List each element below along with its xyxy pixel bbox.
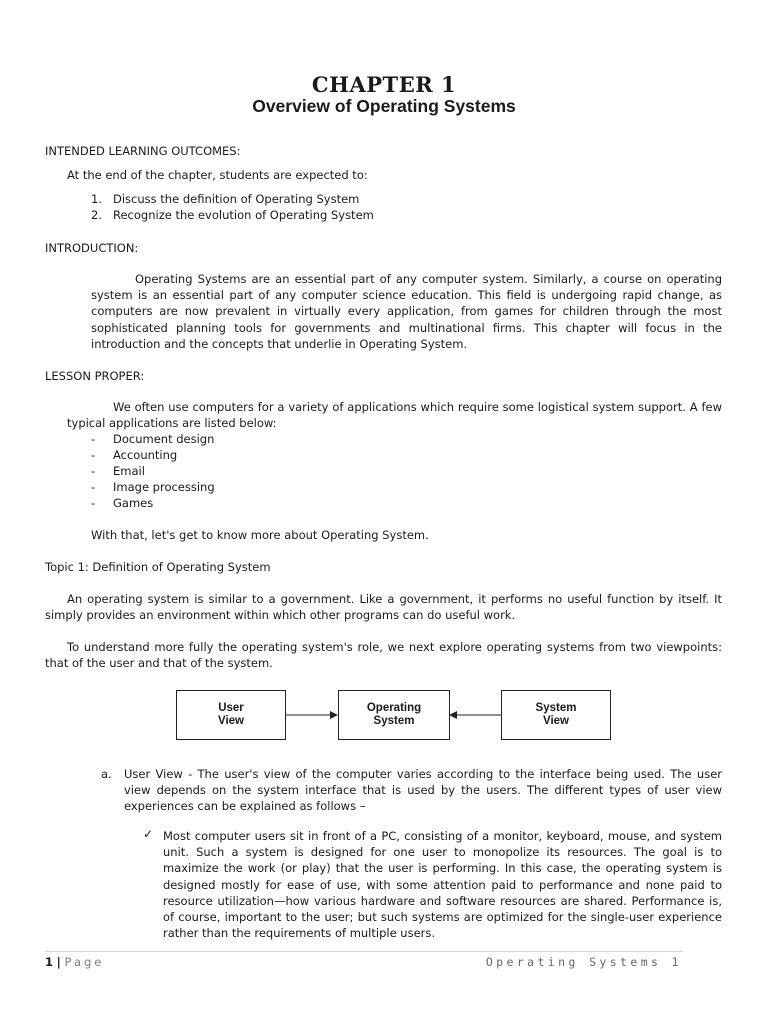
user-view-paragraph: User View - The user's view of the computer varies according to the interface being used. The user view depends on the system interface that is used by the users. The different types of user view experiences can be explained as follows – [124, 767, 722, 814]
ilo-item-2-number: 2. [91, 208, 102, 222]
topic1-heading: Topic 1: Definition of Operating System [45, 560, 271, 574]
system-view-label-line1: System [535, 702, 577, 714]
user-view-label-line2: View [218, 715, 244, 727]
arrow-left-icon [449, 708, 501, 722]
system-view-box [501, 690, 611, 740]
app-item-dash: - [91, 448, 96, 462]
page-number: 1 [45, 955, 54, 969]
operating-system-label-line2: System [373, 715, 415, 727]
app-item: Games [113, 496, 154, 510]
app-item-dash: - [91, 496, 96, 510]
ilo-item-1-number: 1. [91, 192, 102, 206]
user-view-label-line1: User [218, 702, 244, 714]
lesson-heading: LESSON PROPER: [45, 369, 145, 383]
page-separator: | [56, 955, 61, 969]
app-item: Accounting [113, 448, 178, 462]
lesson-closing: With that, let's get to know more about Operating System. [91, 528, 429, 542]
user-view-marker: a. [101, 767, 112, 781]
operating-system-label-line1: Operating [366, 702, 422, 714]
app-item: Email [113, 464, 145, 478]
topic1-paragraph-1: An operating system is similar to a government. Like a government, it performs no useful function by itself. It simply provides an environment within which other programs can do useful work. [45, 592, 722, 623]
ilo-heading: INTENDED LEARNING OUTCOMES: [45, 144, 241, 158]
app-item-dash: - [91, 480, 96, 494]
chapter-title: Overview of Operating Systems [252, 96, 516, 116]
topic1-paragraph-2: To understand more fully the operating system's role, we next explore operating systems from two viewpoints: that of the user and that of the system. [45, 640, 722, 671]
footer-divider [45, 951, 683, 952]
introduction-paragraph: Operating Systems are an essential part of any computer system. Similarly, a course on operating system is an essential part of any computer science education. This field is undergoing rapid change, as computers are now prevalent in virtually every application, from games for children through the most sophisticated planning tools for governments and multinational firms. This chapter will focus in the introduction and the concepts that underlie in Operating System. [91, 272, 722, 351]
arrow-right-icon [286, 708, 338, 722]
app-item: Document design [113, 432, 215, 446]
app-item: Image processing [113, 480, 215, 494]
user-view-box [176, 690, 286, 740]
lesson-intro: We often use computers for a variety of applications which require some logistical system support. A few typical applications are listed below: [67, 400, 722, 431]
system-view-label-line2: View [542, 715, 569, 727]
viewpoints-diagram [176, 690, 612, 742]
introduction-heading: INTRODUCTION: [45, 241, 139, 255]
operating-system-box [338, 690, 450, 740]
chapter-number: CHAPTER 1 [311, 72, 457, 97]
ilo-item-2: Recognize the evolution of Operating System [113, 208, 374, 222]
app-item-dash: - [91, 464, 96, 478]
ilo-item-1: Discuss the definition of Operating System [113, 192, 360, 206]
check-icon: ✓ [143, 827, 154, 841]
page-label: Page [64, 955, 105, 969]
ilo-lead: At the end of the chapter, students are expected to: [67, 168, 368, 182]
footer-course: Operating Systems 1 [485, 955, 682, 969]
app-item-dash: - [91, 432, 96, 446]
user-view-bullet: Most computer users sit in front of a PC, consisting of a monitor, keyboard, mouse, and system unit. Such a system is designed for one user to monopolize its resources. The goal is to maximize the work (or play) that the user is performing. In this case, the operating system is designed mostly for ease of use, with some attention paid to performance and none paid to resource utilization—how various hardware and software resources are shared. Performance is, of course, important to the user; but such systems are optimized for the single-user experience rather than the requirements of multiple users. [163, 829, 722, 941]
footer-page [45, 955, 104, 969]
